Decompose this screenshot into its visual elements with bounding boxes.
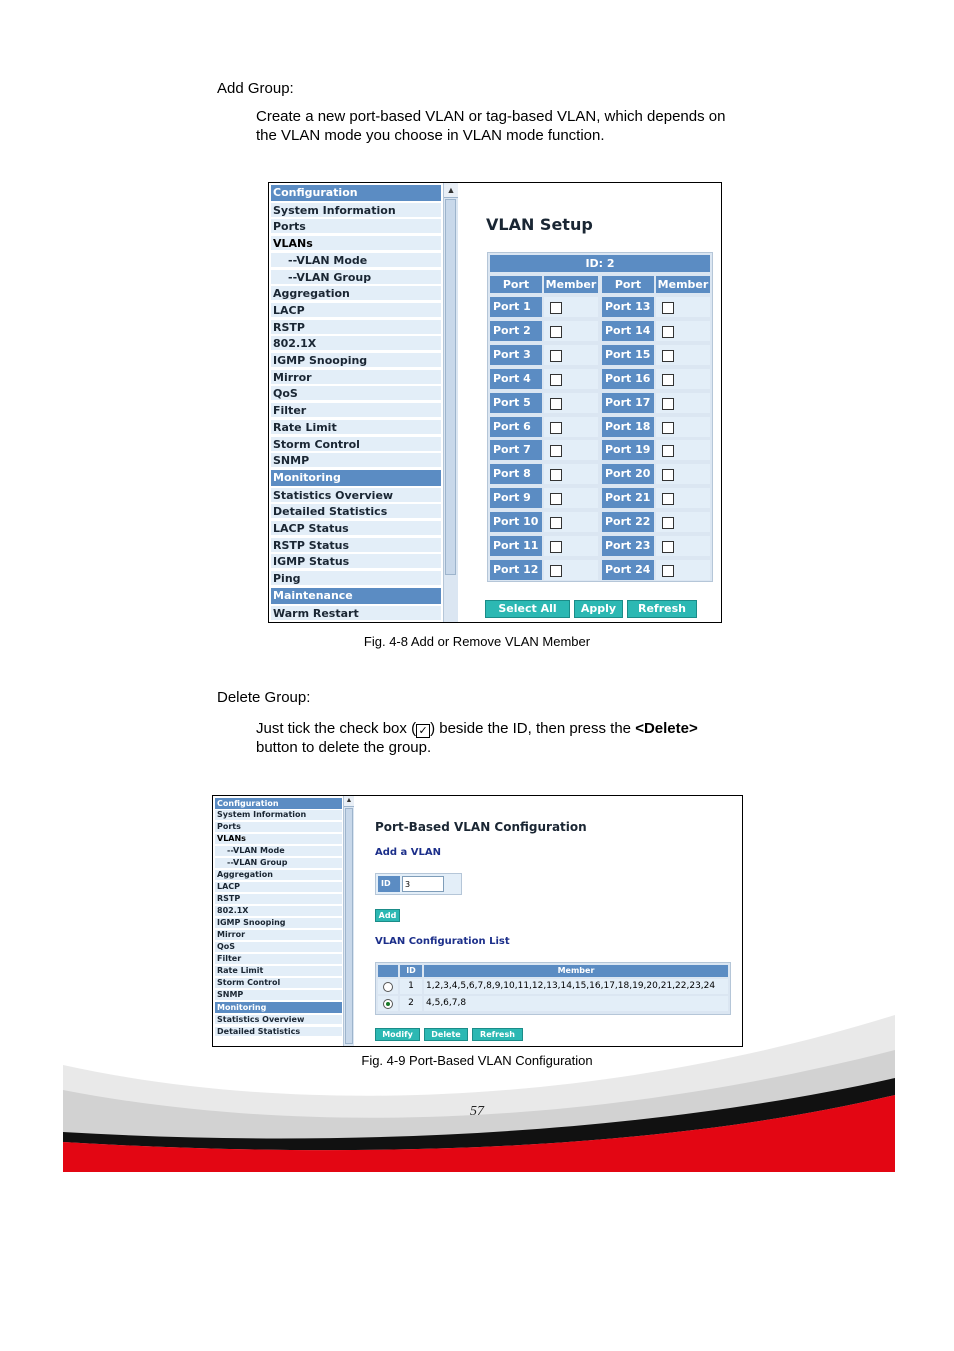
- menu-item-snmp[interactable]: SNMP: [271, 453, 441, 468]
- column-member-left: Member: [545, 278, 597, 291]
- radio-icon[interactable]: [383, 982, 393, 992]
- menu-item-igmp-status[interactable]: IGMP Status: [271, 554, 441, 569]
- port-label-port-23: Port 23: [602, 536, 654, 556]
- member-checkbox-port-9[interactable]: [550, 493, 562, 505]
- vlan-id-input[interactable]: [402, 876, 444, 892]
- menu-item-ping[interactable]: Ping: [271, 571, 441, 586]
- menu-item-system-information[interactable]: System Information: [271, 203, 441, 218]
- port-label-port-21: Port 21: [602, 488, 654, 508]
- menu-item-filter[interactable]: Filter: [215, 954, 342, 965]
- delete-group-text-line-2: button to delete the group.: [256, 739, 432, 756]
- menu-item-filter[interactable]: Filter: [271, 403, 441, 418]
- member-cell-port-18: [656, 417, 710, 437]
- port-label-port-13: Port 13: [602, 297, 654, 317]
- menu-item-rstp[interactable]: RSTP: [215, 894, 342, 905]
- member-cell-port-8: [544, 464, 598, 484]
- column-port-right: Port: [602, 276, 654, 293]
- member-checkbox-port-12[interactable]: [550, 565, 562, 577]
- member-checkbox-port-1[interactable]: [550, 302, 562, 314]
- menu-item-vlan-group[interactable]: --VLAN Group: [271, 270, 441, 285]
- refresh-button[interactable]: Refresh: [472, 1028, 523, 1041]
- member-cell-port-23: [656, 536, 710, 556]
- port-label-port-3: Port 3: [490, 345, 542, 365]
- vlan-config-list: [375, 962, 731, 1015]
- port-label-port-10: Port 10: [490, 512, 542, 532]
- list-row-select: [378, 979, 398, 994]
- column-member-right: Member: [657, 278, 709, 291]
- delete-button[interactable]: Delete: [424, 1028, 468, 1041]
- vlan-list-heading: VLAN Configuration List: [375, 936, 510, 947]
- menu-item-rstp-status[interactable]: RSTP Status: [271, 538, 441, 553]
- id-label: ID: [378, 876, 400, 892]
- port-label-port-19: Port 19: [602, 440, 654, 460]
- figure-caption-4-9: Fig. 4-9 Port-Based VLAN Configuration: [361, 1053, 593, 1068]
- menu-item-rstp[interactable]: RSTP: [271, 320, 441, 335]
- port-label-port-8: Port 8: [490, 464, 542, 484]
- add-button[interactable]: Add: [375, 909, 400, 922]
- menu-item-vlan-mode[interactable]: --VLAN Mode: [271, 253, 441, 268]
- member-checkbox-port-14[interactable]: [662, 326, 674, 338]
- list-row-members: 4,5,6,7,8: [424, 996, 728, 1011]
- port-label-port-1: Port 1: [490, 297, 542, 317]
- member-checkbox-port-21[interactable]: [662, 493, 674, 505]
- port-label-port-24: Port 24: [602, 560, 654, 580]
- member-cell-port-14: [656, 321, 710, 341]
- delete-key-label: <Delete>: [635, 720, 698, 737]
- member-checkbox-port-19[interactable]: [662, 445, 674, 457]
- member-checkbox-port-22[interactable]: [662, 517, 674, 529]
- port-label-port-4: Port 4: [490, 369, 542, 389]
- menu-section-monitoring[interactable]: Monitoring: [271, 470, 441, 486]
- member-cell-port-24: [656, 560, 710, 580]
- footer-swoosh: [63, 1010, 895, 1172]
- menu-item-rate-limit[interactable]: Rate Limit: [271, 420, 441, 435]
- menu-item-aggregation[interactable]: Aggregation: [215, 870, 342, 881]
- figure-caption-4-8: Fig. 4-8 Add or Remove VLAN Member: [363, 634, 591, 649]
- member-cell-port-11: [544, 536, 598, 556]
- menu-item-warm-restart[interactable]: Warm Restart: [271, 606, 441, 621]
- list-header-select: [378, 965, 398, 977]
- radio-dot: [386, 1002, 390, 1006]
- member-checkbox-port-24[interactable]: [662, 565, 674, 577]
- menu-item-802-1x[interactable]: 802.1X: [215, 906, 342, 917]
- member-cell-port-3: [544, 345, 598, 365]
- member-cell-port-5: [544, 393, 598, 413]
- port-label-port-20: Port 20: [602, 464, 654, 484]
- add-vlan-heading: Add a VLAN: [375, 847, 441, 858]
- vlan-member-table: [487, 252, 713, 582]
- menu-item-rate-limit[interactable]: Rate Limit: [215, 966, 342, 977]
- menu-item-ports[interactable]: Ports: [215, 822, 342, 833]
- menu-item-qos[interactable]: QoS: [271, 386, 441, 401]
- column-port-left: Port: [490, 276, 542, 293]
- scroll-up-icon[interactable]: ▲: [344, 796, 354, 807]
- menu-item-detailed-statistics[interactable]: Detailed Statistics: [271, 504, 441, 519]
- port-label-port-11: Port 11: [490, 536, 542, 556]
- port-label-port-5: Port 5: [490, 393, 542, 413]
- menu-item-vlans[interactable]: VLANs: [271, 236, 441, 251]
- member-cell-port-16: [656, 369, 710, 389]
- member-checkbox-port-20[interactable]: [662, 469, 674, 481]
- menu-item-storm-control[interactable]: Storm Control: [271, 437, 441, 452]
- menu-item-lacp[interactable]: LACP: [215, 882, 342, 893]
- member-checkbox-port-11[interactable]: [550, 541, 562, 553]
- port-label-port-12: Port 12: [490, 560, 542, 580]
- page-title: VLAN Setup: [486, 215, 593, 234]
- member-checkbox-port-4[interactable]: [550, 374, 562, 386]
- list-header-id: ID: [400, 965, 422, 977]
- member-cell-port-12: [544, 560, 598, 580]
- menu-item-mirror[interactable]: Mirror: [271, 370, 441, 385]
- menu-item-802-1x[interactable]: 802.1X: [271, 336, 441, 351]
- add-group-text-line-2: the VLAN mode you choose in VLAN mode function.: [256, 127, 605, 144]
- radio-selected-icon[interactable]: [383, 999, 393, 1009]
- checked-box-icon: ✓: [416, 724, 430, 738]
- member-checkbox-port-23[interactable]: [662, 541, 674, 553]
- member-checkbox-port-17[interactable]: [662, 398, 674, 410]
- delete-group-heading: Delete Group:: [217, 689, 311, 706]
- page-title: Port-Based VLAN Configuration: [375, 820, 587, 834]
- member-checkbox-port-8[interactable]: [550, 469, 562, 481]
- menu-section-maintenance[interactable]: Maintenance: [271, 588, 441, 604]
- menu-item-detailed-statistics[interactable]: Detailed Statistics: [215, 1027, 342, 1038]
- port-label-port-9: Port 9: [490, 488, 542, 508]
- menu-item-lacp[interactable]: LACP: [271, 303, 441, 318]
- menu-item-aggregation[interactable]: Aggregation: [271, 286, 441, 301]
- menu-section-monitoring[interactable]: Monitoring: [215, 1002, 342, 1013]
- member-checkbox-port-13[interactable]: [662, 302, 674, 314]
- menu-item-statistics-overview[interactable]: Statistics Overview: [215, 1015, 342, 1026]
- list-row-members: 1,2,3,4,5,6,7,8,9,10,11,12,13,14,15,16,17,18,19,20,21,22,23,24: [424, 979, 728, 994]
- member-checkbox-port-2[interactable]: [550, 326, 562, 338]
- member-checkbox-port-15[interactable]: [662, 350, 674, 362]
- menu-item-ports[interactable]: Ports: [271, 219, 441, 234]
- id-input-row: [375, 873, 462, 895]
- scroll-up-icon[interactable]: ▲: [444, 183, 458, 198]
- member-cell-port-15: [656, 345, 710, 365]
- menu-item-storm-control[interactable]: Storm Control: [215, 978, 342, 989]
- list-row-select: [378, 996, 398, 1011]
- add-group-text-line-1: Create a new port-based VLAN or tag-based VLAN, which depends on: [256, 108, 726, 125]
- member-cell-port-6: [544, 417, 598, 437]
- menu-item-system-information[interactable]: System Information: [215, 810, 342, 821]
- port-label-port-17: Port 17: [602, 393, 654, 413]
- refresh-button[interactable]: Refresh: [627, 600, 697, 618]
- menu-item-vlans[interactable]: VLANs: [215, 834, 342, 845]
- list-row-id: 2: [400, 996, 422, 1011]
- menu-item-statistics-overview[interactable]: Statistics Overview: [271, 488, 441, 503]
- menu-item-vlan-group[interactable]: --VLAN Group: [215, 858, 342, 869]
- port-label-port-22: Port 22: [602, 512, 654, 532]
- member-checkbox-port-10[interactable]: [550, 517, 562, 529]
- member-checkbox-port-16[interactable]: [662, 374, 674, 386]
- add-group-heading: Add Group:: [217, 80, 294, 97]
- member-checkbox-port-6[interactable]: [550, 422, 562, 434]
- menu-item-snmp[interactable]: SNMP: [215, 990, 342, 1001]
- list-header-member: Member: [424, 965, 728, 977]
- delete-text-part-1: Just tick the check box (: [256, 720, 417, 737]
- apply-button[interactable]: Apply: [574, 600, 623, 618]
- menu-item-igmp-snooping[interactable]: IGMP Snooping: [215, 918, 342, 929]
- member-cell-port-20: [656, 464, 710, 484]
- delete-group-text-line-1: [256, 719, 698, 738]
- member-cell-port-21: [656, 488, 710, 508]
- member-cell-port-22: [656, 512, 710, 532]
- port-label-port-2: Port 2: [490, 321, 542, 341]
- page-number: 57: [470, 1104, 484, 1119]
- sidebar-scrollbar[interactable]: [443, 183, 458, 622]
- member-cell-port-1: [544, 297, 598, 317]
- scrollbar-thumb[interactable]: [445, 199, 456, 575]
- menu-section-configuration[interactable]: Configuration: [215, 798, 342, 809]
- select-all-button[interactable]: Select All: [485, 600, 570, 618]
- menu-item-mirror[interactable]: Mirror: [215, 930, 342, 941]
- delete-text-part-2: ) beside the ID, then press the: [430, 720, 636, 737]
- port-label-port-18: Port 18: [602, 417, 654, 437]
- menu-item-igmp-snooping[interactable]: IGMP Snooping: [271, 353, 441, 368]
- member-cell-port-2: [544, 321, 598, 341]
- list-row-id: 1: [400, 979, 422, 994]
- modify-button[interactable]: Modify: [375, 1028, 420, 1041]
- port-label-port-14: Port 14: [602, 321, 654, 341]
- member-checkbox-port-5[interactable]: [550, 398, 562, 410]
- menu-item-vlan-mode[interactable]: --VLAN Mode: [215, 846, 342, 857]
- vlan-setup-screenshot: [268, 182, 722, 623]
- vlan-id-header: ID: 2: [490, 255, 710, 272]
- scrollbar-thumb[interactable]: [345, 808, 353, 1044]
- member-cell-port-7: [544, 440, 598, 460]
- menu-item-lacp-status[interactable]: LACP Status: [271, 521, 441, 536]
- port-label-port-7: Port 7: [490, 440, 542, 460]
- port-label-port-15: Port 15: [602, 345, 654, 365]
- menu-item-qos[interactable]: QoS: [215, 942, 342, 953]
- member-cell-port-17: [656, 393, 710, 413]
- port-label-port-16: Port 16: [602, 369, 654, 389]
- member-checkbox-port-7[interactable]: [550, 445, 562, 457]
- member-cell-port-13: [656, 297, 710, 317]
- sidebar-scrollbar-small[interactable]: [343, 796, 354, 1046]
- member-cell-port-19: [656, 440, 710, 460]
- menu-section-configuration[interactable]: Configuration: [271, 185, 441, 201]
- member-checkbox-port-3[interactable]: [550, 350, 562, 362]
- port-label-port-6: Port 6: [490, 417, 542, 437]
- member-checkbox-port-18[interactable]: [662, 422, 674, 434]
- member-cell-port-9: [544, 488, 598, 508]
- member-cell-port-4: [544, 369, 598, 389]
- member-cell-port-10: [544, 512, 598, 532]
